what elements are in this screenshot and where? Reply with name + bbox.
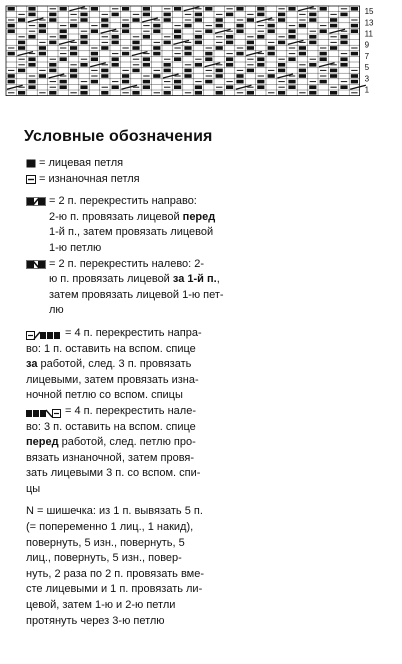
bobble-line8: протянуть через 3-ю петлю xyxy=(26,614,165,627)
chart-knit-cell xyxy=(60,35,67,39)
cross2-right-line3: 1-й п., затем провязать лицевой xyxy=(49,226,214,239)
chart-knit-cell xyxy=(257,80,264,84)
chart-knit-cell xyxy=(288,85,295,89)
chart-knit-cell xyxy=(299,46,306,50)
chart-knit-cell xyxy=(184,74,191,78)
chart-knit-cell xyxy=(112,35,119,39)
chart-knit-cell xyxy=(226,63,233,67)
cross2-right-line2: 2-ю п. провязать лицевой перед xyxy=(49,210,216,223)
chart-knit-cell xyxy=(351,7,358,11)
legend-knit-text: = лицевая петля xyxy=(39,157,124,169)
chart-knit-cell xyxy=(49,18,56,22)
chart-knit-cell xyxy=(153,52,160,56)
bobble-line4: лиц., повернуть, 5 изн., повер- xyxy=(26,552,182,565)
chart-knit-cell xyxy=(112,13,119,17)
chart-knit-cell xyxy=(28,7,35,11)
chart-knit-cell xyxy=(122,24,129,28)
cross2-left-line2: ю п. провязать лицевой за 1-й п., xyxy=(49,273,220,286)
chart-knit-cell xyxy=(351,29,358,33)
chart-knit-cell xyxy=(80,85,87,89)
chart-knit-cell xyxy=(39,52,46,56)
chart-knit-cell xyxy=(164,18,171,22)
chart-knit-cell xyxy=(18,91,25,95)
chart-knit-cell xyxy=(184,46,191,50)
chart-knit-cell xyxy=(330,91,337,95)
cross4-left-line2: во: 3 п. оставить на вспом. спице xyxy=(26,420,196,433)
chart-knit-cell xyxy=(80,41,87,45)
legend-purl-text: = изнаночная петля xyxy=(39,172,140,185)
chart-knit-cell xyxy=(205,7,212,11)
row-number-label: 15 xyxy=(364,7,374,17)
chart-knit-cell xyxy=(174,85,181,89)
chart-knit-cell xyxy=(288,29,295,33)
chart-knit-cell xyxy=(39,24,46,28)
chart-knit-cell xyxy=(39,74,46,78)
chart-knit-cell xyxy=(184,52,191,56)
chart-knit-cell xyxy=(60,80,67,84)
chart-knit-cell xyxy=(70,74,77,78)
chart-knit-cell xyxy=(299,69,306,73)
chart-knit-cell xyxy=(216,46,223,50)
chart-knit-cell xyxy=(143,57,150,61)
chart-knit-cell xyxy=(132,91,139,95)
cross-right-4-icon xyxy=(26,329,62,340)
chart-knit-cell xyxy=(309,41,316,45)
chart-knit-cell xyxy=(320,29,327,33)
chart-grid xyxy=(4,4,398,100)
chart-knit-cell xyxy=(216,69,223,73)
chart-knit-cell xyxy=(278,13,285,17)
chart-knit-cell xyxy=(247,46,254,50)
chart-knit-cell xyxy=(164,63,171,67)
legend-title: Условные обозначения xyxy=(24,128,213,145)
chart-knit-cell xyxy=(320,7,327,11)
cross2-left-line3: затем провязать лицевой 1-ю пет- xyxy=(49,288,224,301)
chart-knit-cell xyxy=(257,35,264,39)
legend-cross2-right xyxy=(26,194,274,256)
chart-knit-cell xyxy=(60,29,67,33)
chart-knit-cell xyxy=(340,63,347,67)
chart-knit-cell xyxy=(143,7,150,11)
chart-knit-cell xyxy=(268,52,275,56)
chart-knit-cell xyxy=(288,80,295,84)
chart-knit-cell xyxy=(184,69,191,73)
chart-knit-cell xyxy=(236,74,243,78)
cross4-left-line5: зать лицевыми 3 п. со вспом. спи- xyxy=(26,467,201,480)
cross-right-2-icon xyxy=(26,197,46,206)
chart-knit-cell xyxy=(112,41,119,45)
chart-knit-cell xyxy=(288,57,295,61)
chart-knit-cell xyxy=(18,41,25,45)
chart-knit-cell xyxy=(320,80,327,84)
chart-knit-cell xyxy=(288,7,295,11)
chart-knit-cell xyxy=(340,35,347,39)
chart-knit-cell xyxy=(236,52,243,56)
chart-knit-cell xyxy=(91,80,98,84)
chart-knit-cell xyxy=(18,69,25,73)
chart-knit-cell xyxy=(143,35,150,39)
chart-knit-cell xyxy=(205,52,212,56)
chart-knit-cell xyxy=(8,24,15,28)
bobble-line5: нуть, 2 раза по 2 п. провязать вме- xyxy=(26,567,205,580)
chart-knit-cell xyxy=(320,52,327,56)
chart-knit-cell xyxy=(184,24,191,28)
chart-knit-cell xyxy=(122,7,129,11)
legend-bobble xyxy=(26,504,274,629)
legend xyxy=(26,156,274,629)
chart-knit-cell xyxy=(91,29,98,33)
chart-knit-cell xyxy=(236,29,243,33)
chart-knit-cell xyxy=(80,35,87,39)
cross4-left-line1: = 4 п. перекрестить нале- xyxy=(65,404,196,417)
chart-knit-cell xyxy=(8,29,15,33)
knit-stitch-icon xyxy=(26,159,36,168)
chart-knit-cell xyxy=(132,69,139,73)
chart-knit-cell xyxy=(164,91,171,95)
bobble-line2: (= попеременно 1 лиц., 1 накид), xyxy=(26,521,194,534)
chart-knit-cell xyxy=(143,63,150,67)
chart-knit-cell xyxy=(174,57,181,61)
chart-knit-cell xyxy=(80,91,87,95)
cross2-right-line1: = 2 п. перекрестить направо: xyxy=(49,195,197,208)
chart-knit-cell xyxy=(351,74,358,78)
chart-knit-cell xyxy=(205,29,212,33)
chart-knit-cell xyxy=(351,80,358,84)
chart-knit-cell xyxy=(195,13,202,17)
chart-knit-cell xyxy=(49,41,56,45)
chart-knit-cell xyxy=(153,29,160,33)
chart-knit-cell xyxy=(278,63,285,67)
chart-knit-cell xyxy=(195,41,202,45)
legend-knit xyxy=(26,156,274,172)
chart-knit-cell xyxy=(195,35,202,39)
chart-knit-cell xyxy=(8,52,15,56)
chart-knit-cell xyxy=(268,24,275,28)
chart-knit-cell xyxy=(174,80,181,84)
bobble-line1: N = шишечка: из 1 п. вывязать 5 п. xyxy=(26,505,203,518)
chart-knit-cell xyxy=(28,13,35,17)
chart-knit-cell xyxy=(288,35,295,39)
chart-knit-cell xyxy=(268,74,275,78)
chart-knit-cell xyxy=(278,91,285,95)
chart-knit-cell xyxy=(18,18,25,22)
legend-cross2-left xyxy=(26,257,274,319)
chart-knit-cell xyxy=(153,46,160,50)
chart-knit-cell xyxy=(112,85,119,89)
row-number-label: 5 xyxy=(364,63,370,73)
chart-knit-cell xyxy=(91,52,98,56)
chart-knit-cell xyxy=(80,63,87,67)
chart-knit-cell xyxy=(247,69,254,73)
chart-knit-cell xyxy=(122,74,129,78)
chart-knit-cell xyxy=(143,80,150,84)
cross-left-2-icon xyxy=(26,260,46,269)
chart-knit-cell xyxy=(101,24,108,28)
chart-knit-cell xyxy=(340,13,347,17)
knitting-chart xyxy=(4,4,398,100)
legend-cross4-right xyxy=(26,326,274,404)
chart-knit-cell xyxy=(226,13,233,17)
bobble-line7: цевой, затем 1-ю и 2-ю петли xyxy=(26,599,176,612)
row-number-label: 1 xyxy=(364,85,370,95)
chart-knit-cell xyxy=(268,46,275,50)
cross2-right-line4: 1-ю петлю xyxy=(49,241,102,254)
chart-knit-cell xyxy=(132,41,139,45)
chart-knit-cell xyxy=(70,52,77,56)
chart-knit-cell xyxy=(8,80,15,84)
chart-knit-cell xyxy=(226,85,233,89)
chart-knit-cell xyxy=(340,85,347,89)
chart-knit-cell xyxy=(101,91,108,95)
chart-knit-cell xyxy=(278,18,285,22)
chart-knit-cell xyxy=(164,69,171,73)
chart-knit-cell xyxy=(195,18,202,22)
chart-knit-cell xyxy=(164,13,171,17)
cross4-right-line5: ночной петлю со вспом. спицы xyxy=(26,389,183,402)
chart-knit-cell xyxy=(195,91,202,95)
cross-left-4-icon xyxy=(26,407,62,418)
chart-knit-cell xyxy=(39,46,46,50)
cross4-right-line2: во: 1 п. оставить на вспом. спице xyxy=(26,342,196,355)
cross4-left-line4: вязать изнаночной, затем провя- xyxy=(26,451,195,464)
chart-knit-cell xyxy=(216,18,223,22)
chart-knit-cell xyxy=(320,57,327,61)
chart-knit-cell xyxy=(60,7,67,11)
chart-knit-cell xyxy=(340,41,347,45)
chart-knit-cell xyxy=(91,57,98,61)
row-number-label: 7 xyxy=(364,51,370,61)
chart-knit-cell xyxy=(28,35,35,39)
purl-stitch-icon xyxy=(26,175,36,184)
chart-knit-cell xyxy=(195,85,202,89)
chart-knit-cell xyxy=(257,13,264,17)
cross4-right-line3: за работой, след. 3 п. провязать xyxy=(26,358,192,371)
chart-knit-cell xyxy=(226,41,233,45)
chart-knit-cell xyxy=(205,57,212,61)
cross4-right-line1: = 4 п. перекрестить напра- xyxy=(65,326,202,339)
chart-knit-cell xyxy=(28,57,35,61)
chart-knit-cell xyxy=(330,24,337,28)
chart-knit-cell xyxy=(330,46,337,50)
chart-knit-cell xyxy=(216,91,223,95)
chart-knit-cell xyxy=(309,13,316,17)
chart-knit-cell xyxy=(28,80,35,84)
chart-knit-cell xyxy=(299,52,306,56)
chart-knit-cell xyxy=(112,57,119,61)
chart-knit-cell xyxy=(268,29,275,33)
chart-knit-cell xyxy=(174,35,181,39)
legend-cross4-left xyxy=(26,404,274,498)
chart-knit-cell xyxy=(340,57,347,61)
chart-knit-cell xyxy=(49,69,56,73)
chart-knit-cell xyxy=(80,18,87,22)
chart-knit-cell xyxy=(278,69,285,73)
bobble-line3: повернуть, 5 изн., повернуть, 5 xyxy=(26,536,185,549)
chart-knit-cell xyxy=(18,46,25,50)
chart-knit-cell xyxy=(8,74,15,78)
cross2-left-line4: лю xyxy=(49,304,64,317)
chart-knit-cell xyxy=(101,74,108,78)
chart-knit-cell xyxy=(39,29,46,33)
chart-knit-cell xyxy=(153,24,160,28)
chart-knit-cell xyxy=(330,74,337,78)
chart-knit-cell xyxy=(216,74,223,78)
chart-knit-cell xyxy=(330,69,337,73)
chart-knit-cell xyxy=(122,80,129,84)
chart-knit-cell xyxy=(132,18,139,22)
chart-knit-cell xyxy=(91,7,98,11)
row-number-label: 3 xyxy=(364,74,370,84)
chart-knit-cell xyxy=(236,80,243,84)
cross2-left-line1: = 2 п. перекрестить налево: 2- xyxy=(49,257,205,270)
chart-knit-cell xyxy=(309,35,316,39)
chart-knit-cell xyxy=(28,63,35,67)
chart-knit-cell xyxy=(49,63,56,67)
chart-knit-cell xyxy=(174,7,181,11)
chart-knit-cell xyxy=(226,57,233,61)
chart-knit-cell xyxy=(174,29,181,33)
chart-knit-cell xyxy=(70,69,77,73)
chart-knit-cell xyxy=(112,63,119,67)
chart-knit-cell xyxy=(226,35,233,39)
chart-knit-cell xyxy=(70,24,77,28)
chart-knit-cell xyxy=(101,46,108,50)
chart-knit-cell xyxy=(330,18,337,22)
row-number-label: 13 xyxy=(364,18,374,28)
chart-knit-cell xyxy=(351,52,358,56)
legend-purl xyxy=(26,172,274,188)
chart-knit-cell xyxy=(247,41,254,45)
row-number-label: 9 xyxy=(364,40,370,50)
chart-knit-cell xyxy=(60,57,67,61)
chart-knit-cell xyxy=(309,18,316,22)
chart-knit-cell xyxy=(257,85,264,89)
chart-knit-cell xyxy=(247,91,254,95)
chart-knit-cell xyxy=(216,24,223,28)
row-number-label: 11 xyxy=(364,29,373,39)
cross4-right-line4: лицевыми, затем провязать изна- xyxy=(26,373,199,386)
chart-knit-cell xyxy=(143,85,150,89)
chart-knit-cell xyxy=(205,80,212,84)
chart-knit-cell xyxy=(257,63,264,67)
chart-knit-cell xyxy=(257,7,264,11)
chart-knit-cell xyxy=(164,41,171,45)
chart-knit-cell xyxy=(278,41,285,45)
chart-knit-cell xyxy=(351,24,358,28)
chart-knit-cell xyxy=(309,91,316,95)
chart-knit-cell xyxy=(236,7,243,11)
chart-knit-cell xyxy=(247,18,254,22)
chart-knit-cell xyxy=(122,52,129,56)
chart-knit-cell xyxy=(309,63,316,67)
bobble-line6: сте лицевыми и 1 п. провязать ли- xyxy=(26,583,203,596)
chart-knit-cell xyxy=(80,13,87,17)
chart-knit-cell xyxy=(70,46,77,50)
chart-knit-cell xyxy=(101,69,108,73)
chart-knit-cell xyxy=(132,46,139,50)
cross4-left-line6: цы xyxy=(26,482,41,495)
chart-knit-cell xyxy=(299,74,306,78)
cross4-left-line3: перед работой, след. петлю про- xyxy=(26,436,196,449)
chart-knit-cell xyxy=(28,85,35,89)
chart-knit-cell xyxy=(257,57,264,61)
chart-knit-cell xyxy=(299,24,306,28)
chart-knit-cell xyxy=(236,24,243,28)
chart-knit-cell xyxy=(60,85,67,89)
chart-knit-cell xyxy=(309,85,316,89)
chart-knit-cell xyxy=(195,63,202,67)
chart-knit-cell xyxy=(143,13,150,17)
chart-knit-cell xyxy=(122,29,129,33)
chart-knit-cell xyxy=(49,13,56,17)
chart-knit-cell xyxy=(101,18,108,22)
chart-knit-cell xyxy=(8,7,15,11)
chart-knit-cell xyxy=(153,74,160,78)
chart-knit-cell xyxy=(49,91,56,95)
